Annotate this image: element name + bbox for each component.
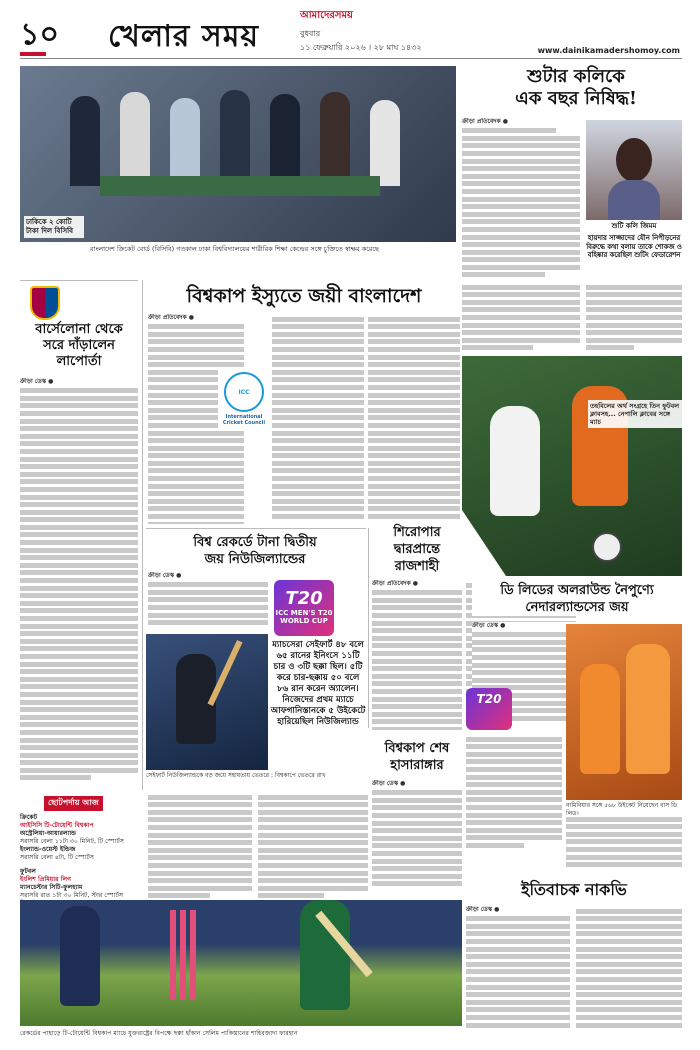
lead-body-col3 — [368, 314, 460, 524]
barca-headline-line3: লাপোর্তা — [56, 354, 102, 369]
barca-headline-line1: বার্সেলোনা থেকে — [35, 322, 123, 337]
section-title: খেলার সময় — [108, 19, 260, 54]
tv-event-2: ইংলিশ প্রিমিয়ার লিগ — [20, 876, 72, 883]
ban-body — [462, 118, 580, 278]
nz-top-rule — [146, 528, 366, 529]
tv-match-2: ইংল্যান্ড-ওয়েস্ট ইন্ডিজ — [20, 846, 76, 853]
ban-body-3 — [586, 282, 682, 352]
netherlands-photo — [566, 624, 682, 800]
naqvi-headline: ইতিবাচক নাকভি — [521, 880, 627, 899]
lead-headline: বিশ্বকাপ ইস্যুতে জয়ী বাংলাদেশ — [186, 285, 422, 307]
rajshahi-headline-line1: শিরোপার — [393, 525, 441, 540]
tv-box — [20, 790, 138, 870]
barca-headline — [20, 322, 138, 370]
rajshahi-dateline: ক্রীড়া প্রতিবেদক ● — [372, 580, 418, 587]
barca-headline-line2: সরে দাঁড়ালেন — [43, 338, 115, 353]
nz-overlay-text: ম্যাচসেরা সেইফার্ট ৪৮ বলে ৬৫ রানের ইনিংসে ১১টি চার ও ৩টি ছক্কা ছিল। ৫টি করে চার-ছক্কায় ৫০ বলে ৮৬ রান করেন অ্যালেন। নিজেদের প্রথম ম্যাচে আফগানিস্তানকে ৫ উইকেটে হারিয়েছিল নিউজিল্যান্ড — [270, 640, 366, 727]
wc-logo-small-icon — [466, 688, 512, 730]
barca-body — [20, 378, 138, 786]
hasaranga-headline-line2: হাসারাঙ্গার — [390, 758, 444, 773]
icc-logo-box — [218, 370, 270, 430]
hasaranga-body — [372, 780, 462, 890]
tv-time-1: সরাসরি বেলা ১১টা ৩০ মিনিট, টি স্পোর্টস — [20, 838, 124, 845]
naqvi-dateline: ক্রীড়া ডেস্ক ● — [466, 906, 500, 913]
ban-headline — [470, 66, 682, 110]
lead-body-col2 — [272, 314, 364, 524]
wc-logo-text: ICC MEN'S T20 WORLD CUP — [275, 609, 333, 625]
ban-dateline: ক্রীড়া প্রতিবেদক ● — [462, 118, 508, 125]
top-photo — [20, 66, 456, 242]
ban-headline-line1: শুটার কলিকে — [527, 66, 625, 87]
rajshahi-headline-line3: রাজশাহী — [394, 559, 440, 574]
tv-sport-2: ফুটবল — [20, 868, 36, 875]
barcelona-crest-icon — [30, 286, 60, 320]
top-photo-caption: বাংলাদেশ ক্রিকেট বোর্ড (বিসিবি) গতকাল ঢাকা বিশ্ববিদ্যালয়ের শারীরিক শিক্ষা কেন্দ্রের সঙ্গে চুক্তিতে স্বাক্ষর করেছে — [90, 245, 379, 253]
lead-dateline: ক্রীড়া প্রতিবেদক ● — [148, 314, 194, 321]
bottom-cricket-photo — [20, 900, 462, 1026]
hasaranga-dateline: ক্রীড়া ডেস্ক ● — [372, 780, 406, 787]
netherlands-headline-line1: ডি লিডের অলরাউন্ড নৈপুণ্যে — [500, 583, 654, 598]
netherlands-dateline: ক্রীড়া ডেস্ক ● — [472, 622, 506, 629]
bottom-photo-caption: রেকর্ডের পাহাড়ে টি-টোয়েন্টি বিশ্বকাপ ম্যাচে যুক্তরাষ্ট্রের বিপক্ষে ছক্কা হাঁকান সেলিম পাকিস্তানের শাহিবজাদা ফারহান — [20, 1030, 298, 1037]
naqvi-body-col2 — [576, 906, 682, 1030]
tv-time-2: সরাসরি বেলা ৪টা, টি স্পোর্টস — [20, 854, 94, 861]
ban-photo-caption-1: শুটি কলি জিমম — [611, 222, 657, 230]
tv-box-title: ছোটপর্দায় আজ — [44, 796, 103, 811]
rajshahi-rule — [368, 528, 369, 728]
nz-headline-line2: জয় নিউজিল্যান্ডের — [204, 552, 306, 567]
ban-body-2 — [462, 282, 580, 352]
rajshahi-headline-line2: দ্বারপ্রান্তে — [393, 542, 441, 557]
barca-column-rule — [142, 280, 143, 790]
nz-photo-caption: সেইফার্ট নিউজিল্যান্ডকে বড় জয়ে সহায়তায় ভেতরে : বিশ্বকাপে ভেতরে রাখ — [146, 772, 326, 779]
nz-body-intro — [148, 572, 268, 632]
ban-photo — [586, 120, 682, 220]
ban-headline-line2: এক বছর নিষিদ্ধ! — [515, 88, 637, 109]
nz-headline — [146, 534, 364, 568]
page-number: ১০ — [20, 17, 59, 52]
icc-logo-icon: ICC — [224, 372, 264, 412]
football-photo — [462, 356, 682, 576]
netherlands-headline — [472, 582, 682, 616]
netherlands-body-3 — [566, 814, 682, 874]
tv-sport-1: ক্রিকেট — [20, 814, 38, 821]
rajshahi-body — [372, 580, 462, 730]
tv-event-1: আইসিসি টি-টোয়েন্টি বিশ্বকাপ — [20, 822, 94, 829]
wc-logo-small-big: T20 — [476, 692, 502, 706]
football-side-caption: তহবিলের অর্থ সংগ্রহে তিন ফুটবল ক্লাবসহ... নেপালি ক্লাবের সঙ্গে ম্যাচ — [588, 400, 682, 428]
header-date: ১১ ফেব্রুয়ারি ২০২৬ । ২৮ মাঘ ১৪৩২ — [300, 43, 422, 52]
nz-body-col2 — [258, 792, 368, 902]
header-url[interactable]: www.dainikamadershomoy.com — [537, 46, 680, 55]
tv-time-3: সরাসরি রাত ১টা ৩০ মিনিট, স্টার স্পোর্টস — [20, 892, 124, 899]
brand-logo: আমাদেরসময় — [300, 10, 353, 21]
nz-headline-line1: বিশ্ব রেকর্ডে টানা দ্বিতীয় — [193, 535, 317, 550]
wc-logo-icon — [274, 580, 334, 636]
nz-photo — [146, 634, 268, 770]
nz-dateline: ক্রীড়া ডেস্ক ● — [148, 572, 182, 579]
page-number-rule — [20, 52, 46, 56]
barca-divider — [20, 280, 138, 281]
tv-match-3: ম্যানচেস্টার সিটি-ফুলহ্যাম — [20, 884, 83, 891]
barca-dateline: ক্রীড়া ডেস্ক ● — [20, 378, 54, 385]
naqvi-body-col1 — [466, 906, 570, 1030]
netherlands-body-2 — [466, 734, 562, 854]
icc-label: International Cricket Council — [222, 414, 266, 426]
wc-logo-big: T20 — [285, 588, 323, 609]
header-divider — [20, 58, 682, 59]
top-photo-side-caption: ঢাকিকে ২ কোটি টাকা দিল বিসিবি — [24, 216, 84, 238]
header-day: বুধবার — [300, 29, 321, 38]
nz-body-col1 — [148, 792, 252, 902]
netherlands-headline-line2: নেদারল্যান্ডসের জয় — [525, 600, 629, 615]
netherlands-photo-caption: নামিবিয়ার সঙ্গে ৫৬৮ উইকেট নিয়েছেন বাস ডি লিড। — [566, 802, 678, 817]
hasaranga-headline — [370, 740, 464, 774]
hasaranga-headline-line1: বিশ্বকাপ শেষ — [384, 741, 450, 756]
tv-match-1: অস্ট্রেলিয়া-আয়ারল্যান্ড — [20, 830, 77, 837]
ban-photo-caption-2: হায়দার সাজ্জাদের যৌন নিপীড়নের বিরুদ্ধে কথা বলায় তাকে শোকজ ও বহিষ্কার করেছিল শুটিং ফেডারেশন — [586, 234, 682, 260]
rajshahi-headline — [370, 524, 464, 575]
